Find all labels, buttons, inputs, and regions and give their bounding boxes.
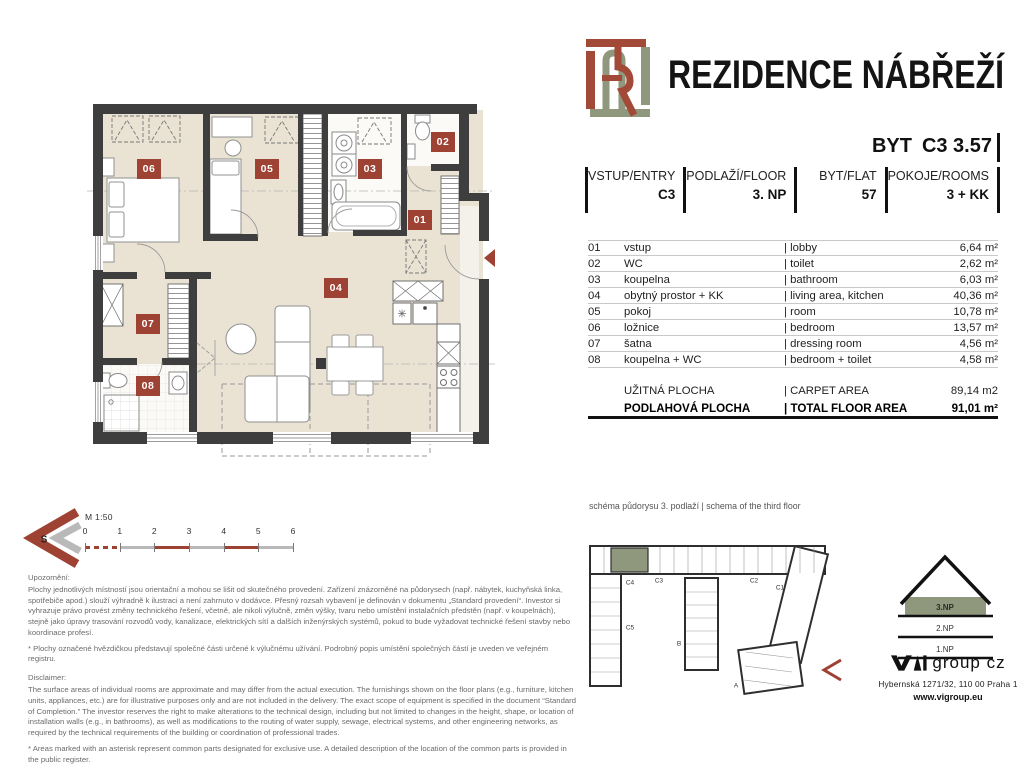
project-title: REZIDENCE NÁBŘEŽÍ: [668, 53, 1005, 97]
disclaimer: [28, 573, 576, 771]
developer-website[interactable]: www.vigroup.eu: [913, 692, 983, 702]
room-badge-08: 08: [136, 376, 160, 396]
highlighted-unit: [611, 548, 648, 572]
scale-label: M 1:50: [85, 512, 113, 522]
total-floor-area-row: PODLAHOVÁ PLOCHA | TOTAL FLOOR AREA 91,01 m²: [588, 400, 998, 419]
floor-plan: [85, 96, 497, 464]
block-label-a: A: [733, 682, 739, 690]
building-schematic: [588, 536, 863, 718]
room-badge-04: 04: [324, 278, 348, 298]
table-row: 08 koupelna + WC | bedroom + toilet 4,58 m²: [588, 352, 998, 368]
block-label-c4: C4: [625, 579, 635, 587]
info-flat: BYT/FLAT 57: [819, 169, 877, 202]
floor-1np: 1.NP: [936, 645, 954, 654]
info-entry: VSTUP/ENTRY C3: [588, 169, 676, 202]
floor-3np: 3.NP: [936, 603, 954, 612]
block-label-c1: C1: [775, 584, 785, 592]
disclaimer-en-note: * Areas marked with an asterisk represent common parts designated for exclusive use. A detailed description of the location of the common parts is provided in the public register.: [28, 743, 567, 764]
unit-title: [700, 135, 992, 158]
info-floor: PODLAŽÍ/FLOOR 3. NP: [686, 169, 787, 202]
room-badge-02: 02: [431, 132, 455, 152]
brand-logo-monogram-icon: [578, 35, 658, 120]
block-label-c2: C2: [749, 577, 759, 585]
scale-bar: M 1:50 0 1 2 3 4 5 6: [85, 512, 305, 560]
closet-cross: [101, 284, 123, 326]
disclaimer-cz-body: Plochy jednotlivých místností jsou orientační a mohou se lišit od skutečného provedení. Zařízení znázorněné na půdorysech (např. nábytek, kuchyňská linka, spotřebiče apod.) slouží výhradně k ilustraci a není zahrnuto v dodávce. Přesný rozsah vybavení je definován v dokumentu „Standard provedení“. Investor si vyhrazuje právo provést změny technického řešení, včetně, ale nikoli výlučně, změn výšky, tvaru nebo umístění instalačních předstěn (např. v koupelnách), stejně jako úpravy trasování rozvodů vody, kanalizace, elektrických sítí a dalších inženýrských systémů, pokud to bude vyžadovat technické řešení stavby nebo koordinace profesí.: [28, 584, 571, 637]
vigroup-logo: [878, 652, 1018, 674]
compass-label: S: [40, 534, 48, 546]
table-row: 04 obytný prostor + KK | living area, kitchen 40,36 m²: [588, 288, 998, 304]
table-totals: [588, 381, 998, 419]
block-label-c5: C5: [625, 624, 635, 632]
room-badge-03: 03: [358, 159, 382, 179]
table-row: 07 šatna | dressing room 4,56 m²: [588, 336, 998, 352]
room-badge-07: 07: [136, 314, 160, 334]
schematic-caption: schéma půdorysu 3. podlaží | schema of the third floor: [589, 501, 801, 511]
unit-label: BYT: [871, 135, 912, 157]
table-row: 06 ložnice | bedroom 13,57 m²: [588, 320, 998, 336]
table-row: 02 WC | toilet 2,62 m²: [588, 256, 998, 272]
coffee-table: [226, 324, 256, 354]
table-row: 01 vstup | lobby 6,64 m²: [588, 242, 998, 254]
block-label-c3: C3: [654, 577, 664, 585]
entry-arrow-icon: [484, 249, 495, 267]
disclaimer-en-heading: Disclaimer:: [28, 673, 67, 683]
room-area-table: [588, 240, 998, 419]
carpet-area-row: UŽITNÁ PLOCHA | CARPET AREA 89,14 m2: [624, 384, 998, 397]
north-compass-icon: [20, 505, 84, 571]
developer-footer: [878, 652, 1018, 702]
info-rooms: POKOJE/ROOMS 3 + KK: [887, 169, 989, 202]
disclaimer-cz-heading: Upozornění:: [28, 573, 70, 582]
unit-title-divider: [997, 133, 1000, 162]
section-marker: [316, 358, 326, 369]
block-label-b: B: [676, 640, 682, 648]
room-badge-01: 01: [408, 210, 432, 230]
schematic-north-arrow-icon: [824, 660, 841, 680]
table-row: 05 pokoj | room 10,78 m²: [588, 304, 998, 320]
disclaimer-cz-note: * Plochy označené hvězdičkou představují společné části určené k výlučnému užívání. Podrobný popis umístění společných částí je uveden ve veřejném registru.: [28, 643, 549, 664]
unit-info-strip: [585, 167, 1000, 213]
vigroup-logomark-icon: [890, 652, 928, 674]
floor-2np: 2.NP: [936, 624, 954, 633]
unit-number: C3 3.57: [921, 135, 992, 157]
disclaimer-en-body: The surface areas of individual rooms are approximate and may differ from the actual execution. The furnishings shown on the floor plans (e.g., furniture, kitchen units, appliances, etc.) are for illustrative purposes only and are not included in the delivery. The exact scope of equipment is specified in the document “Standard of Completion.” The investor reserves the right to make alterations to the technical design, including but not limited to changes in the height, shape, or location of installation walls (e.g., in bathrooms), as well as modifications to the routing of water supply, sewage, electrical systems, and other engineering networks, as required by the technical requirements of the building or coordination of professional trades.: [28, 685, 576, 738]
table-row: 03 koupelna | bathroom 6,03 m²: [588, 272, 998, 288]
divider: [997, 167, 1000, 213]
room-badge-05: 05: [255, 159, 279, 179]
floor-level-indicator: [893, 550, 998, 665]
vigroup-wordmark: group cz: [932, 653, 1006, 672]
developer-address: Hybernská 1271/32, 110 00 Praha 1: [878, 679, 1018, 689]
room-badge-06: 06: [137, 159, 161, 179]
